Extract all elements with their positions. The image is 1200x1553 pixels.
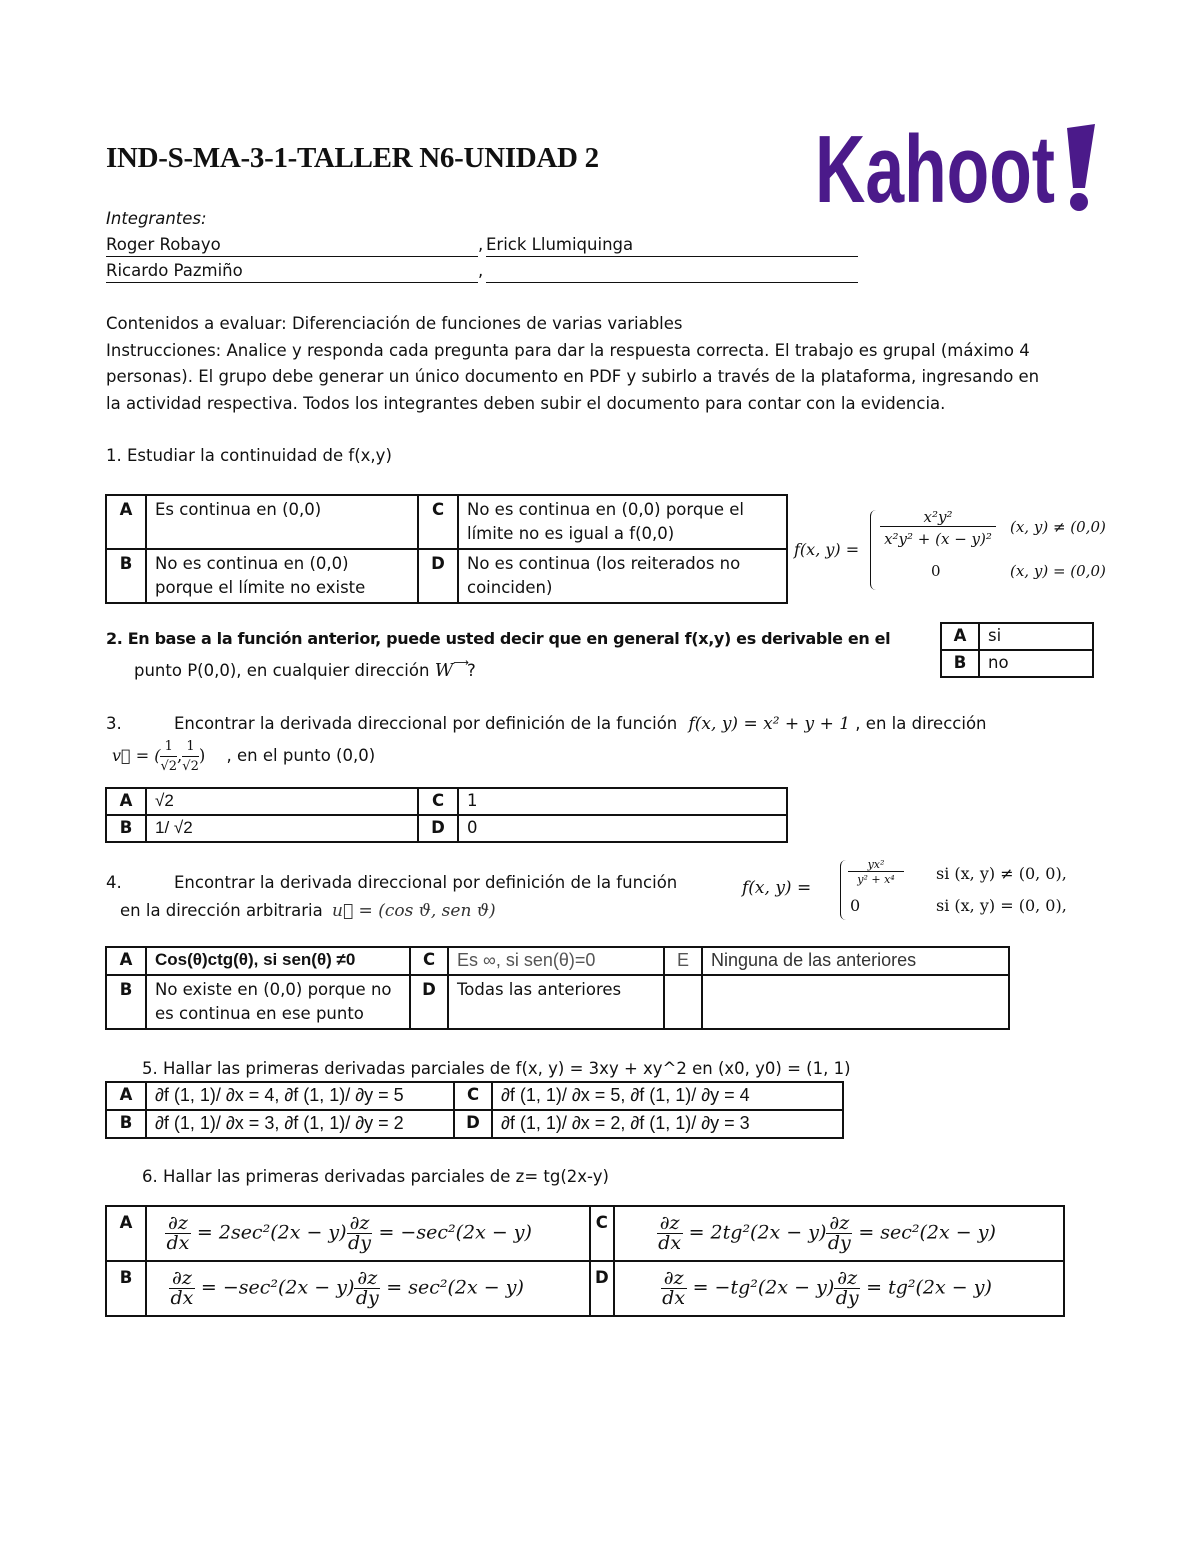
option-b: ∂f (1, 1)/ ∂x = 3, ∂f (1, 1)/ ∂y = 2 xyxy=(146,1110,454,1138)
option-b: No es continua en (0,0) porque el límite no existe xyxy=(146,549,418,603)
question-4-options xyxy=(105,946,1010,1030)
formula-condition-1: si (x, y) ≠ (0, 0), xyxy=(936,864,1067,883)
option-c: Es ∞, si sen(θ)=0 xyxy=(448,947,664,975)
question-4-text: Encontrar la derivada direccional por definición de la función xyxy=(174,873,678,892)
option-letter-b: B xyxy=(106,549,146,603)
member-separator: , xyxy=(478,235,484,254)
option-c: ∂f (1, 1)/ ∂x = 5, ∂f (1, 1)/ ∂y = 4 xyxy=(492,1082,843,1110)
option-d: 0 xyxy=(458,815,787,842)
member-4-blank xyxy=(486,258,858,283)
contents-line: Contenidos a evaluar: Diferenciación de funciones de varias variables xyxy=(106,314,683,333)
formula-denominator: y² + x⁴ xyxy=(857,873,895,886)
option-letter-a: A xyxy=(106,1206,146,1261)
option-letter-c: C xyxy=(418,788,458,815)
option-a: Cos(θ)ctg(θ), si sen(θ) ≠0 xyxy=(146,947,410,975)
option-letter-e: E xyxy=(664,947,702,975)
fraction-2: $\frac{1}{√2}$ xyxy=(182,739,199,774)
formula-lhs: f(x, y) = xyxy=(794,540,860,559)
option-letter-a: A xyxy=(106,495,146,549)
option-letter-c: C xyxy=(590,1206,614,1261)
question-6-text: 6. Hallar las primeras derivadas parciales de z= tg(2x-y) xyxy=(142,1167,609,1186)
option-letter-d: D xyxy=(418,815,458,842)
option-letter-b: B xyxy=(106,815,146,842)
question-3-text xyxy=(174,711,987,737)
question-5-text: 5. Hallar las primeras derivadas parciales de f(x, y) = 3xy + xy^2 en (x0, y0) = (1, 1) xyxy=(142,1059,851,1078)
fraction-1: $\frac{1}{√2}$ xyxy=(160,739,178,774)
member-3: Ricardo Pazmiño xyxy=(106,258,478,283)
formula-brace xyxy=(840,860,848,920)
question-1-options xyxy=(105,494,788,604)
member-2: Erick Llumiquinga xyxy=(486,232,858,257)
formula-numerator: x²y² xyxy=(880,508,996,527)
formula-brace xyxy=(870,510,878,590)
member-separator: , xyxy=(478,261,484,280)
option-d: No es continua (los reiterados no coinciden) xyxy=(458,549,787,603)
instructions-line-3: la actividad respectiva. Todos los integrantes deben subir el documento para contar con la evidencia. xyxy=(106,394,946,413)
direction-w: W xyxy=(434,660,454,681)
members-label: Integrantes: xyxy=(106,209,207,228)
option-letter-d: D xyxy=(410,975,448,1029)
formula-zero: 0 xyxy=(850,896,861,915)
question-2-options xyxy=(940,622,1094,678)
option-a: $\frac{\partial z}{dx}$ = 2sec²(2x − y) $\frac{\partial z}{dy}$ = −sec²(2x − y) xyxy=(146,1206,590,1261)
question-4-direction-label: en la dirección arbitraria xyxy=(120,901,323,920)
question-6-options xyxy=(105,1205,1065,1317)
arrow-icon: ⟶ xyxy=(453,656,467,669)
formula-zero: 0 xyxy=(931,562,941,580)
option-letter-d: D xyxy=(418,549,458,603)
member-1: Roger Robayo xyxy=(106,232,478,257)
option-a: si xyxy=(979,623,1093,650)
question-3-point: , en el punto (0,0) xyxy=(226,746,376,765)
question-3-direction-label: , en la dirección xyxy=(855,714,987,733)
svg-text:Kahoot: Kahoot xyxy=(815,116,1055,223)
option-letter-a: A xyxy=(106,1082,146,1110)
instructions-line-2: personas). El grupo debe generar un único documento en PDF y subirlo a través de la plataforma, ingresando en xyxy=(106,367,1040,386)
option-letter-d: D xyxy=(590,1261,614,1316)
instructions-line-1: Instrucciones: Analice y responda cada pregunta para dar la respuesta correcta. El trabajo es grupal (máximo 4 xyxy=(106,341,1030,360)
kahoot-logo xyxy=(815,116,1100,223)
option-letter-b: B xyxy=(941,650,979,677)
question-4-number: 4. xyxy=(106,873,122,892)
question-3-vector-line: v⃗ = ( $\frac{1}{√2}$ , $\frac{1}{√2}$ ) , en el punto (0,0) xyxy=(112,739,376,774)
option-letter-b: B xyxy=(106,1110,146,1138)
vector-close: ) xyxy=(198,746,206,765)
option-b: No existe en (0,0) porque no es continua en ese punto xyxy=(146,975,410,1029)
option-letter-c: C xyxy=(410,947,448,975)
page-title: IND-S-MA-3-1-TALLER N6-UNIDAD 2 xyxy=(106,142,599,174)
empty-cell xyxy=(664,975,702,1029)
question-mark: ? xyxy=(466,661,476,680)
question-1-formula xyxy=(794,506,1124,596)
option-a: ∂f (1, 1)/ ∂x = 4, ∂f (1, 1)/ ∂y = 5 xyxy=(146,1082,454,1110)
empty-cell xyxy=(702,975,1009,1029)
option-c: No es continua en (0,0) porque el límite no es igual a f(0,0) xyxy=(458,495,787,549)
question-3-function: f(x, y) = x² + y + 1 xyxy=(688,714,851,734)
option-c: 1 xyxy=(458,788,787,815)
option-letter-b: B xyxy=(106,975,146,1029)
option-d: $\frac{\partial z}{dx}$ = −tg²(2x − y) $\frac{\partial z}{dy}$ = tg²(2x − y) xyxy=(614,1261,1064,1316)
option-d: ∂f (1, 1)/ ∂x = 2, ∂f (1, 1)/ ∂y = 3 xyxy=(492,1110,843,1138)
question-3-number: 3. xyxy=(106,714,122,733)
option-b: no xyxy=(979,650,1093,677)
option-letter-c: C xyxy=(454,1082,492,1110)
question-3-options xyxy=(105,787,788,843)
formula-denominator: x²y² + (x − y)² xyxy=(884,530,992,548)
option-a: Es continua en (0,0) xyxy=(146,495,418,549)
formula-numerator: yx² xyxy=(848,858,904,872)
vector-v: v⃗ = ( xyxy=(112,746,161,765)
question-2-text: punto P(0,0), en cualquier dirección xyxy=(134,661,430,680)
question-4-direction xyxy=(120,898,496,924)
vector-u: u⃗ = (cos ϑ, sen ϑ) xyxy=(332,901,496,921)
option-letter-c: C xyxy=(418,495,458,549)
option-a: √2 xyxy=(146,788,418,815)
formula-condition-2: (x, y) = (0,0) xyxy=(1010,562,1106,580)
option-b: 1/ √2 xyxy=(146,815,418,842)
question-1-text: 1. Estudiar la continuidad de f(x,y) xyxy=(106,446,392,465)
question-4-formula xyxy=(742,856,1102,926)
option-d: Todas las anteriores xyxy=(448,975,664,1029)
option-letter-a: A xyxy=(106,788,146,815)
question-2-line-2 xyxy=(134,658,476,686)
option-e: Ninguna de las anteriores xyxy=(702,947,1009,975)
question-3-prompt: Encontrar la derivada direccional por definición de la función xyxy=(174,714,678,733)
option-letter-d: D xyxy=(454,1110,492,1138)
option-c: $\frac{\partial z}{dx}$ = 2tg²(2x − y) $\frac{\partial z}{dy}$ = sec²(2x − y) xyxy=(614,1206,1064,1261)
formula-condition-1: (x, y) ≠ (0,0) xyxy=(1010,518,1106,536)
formula-lhs: f(x, y) = xyxy=(742,878,812,898)
question-2-line-1: 2. En base a la función anterior, puede usted decir que en general f(x,y) es derivable en el xyxy=(106,629,891,648)
option-letter-a: A xyxy=(941,623,979,650)
option-letter-a: A xyxy=(106,947,146,975)
option-letter-b: B xyxy=(106,1261,146,1316)
option-b: $\frac{\partial z}{dx}$ = −sec²(2x − y) $\frac{\partial z}{dy}$ = sec²(2x − y) xyxy=(146,1261,590,1316)
formula-condition-2: si (x, y) = (0, 0), xyxy=(936,896,1067,915)
question-5-options xyxy=(105,1081,844,1139)
